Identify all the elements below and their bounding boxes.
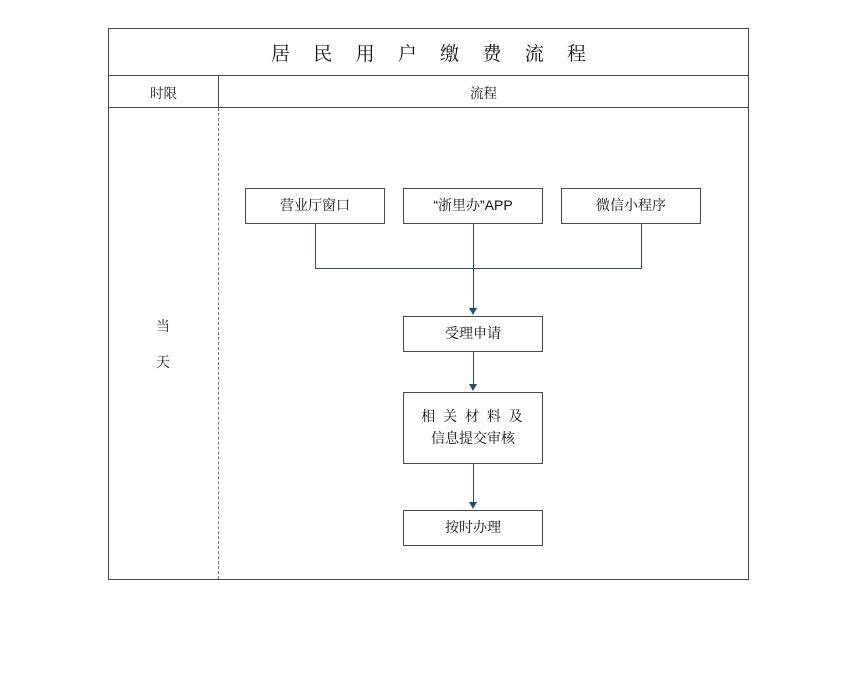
arrow-to-accept-icon <box>469 308 477 315</box>
node-submit-line2: 信息提交审核 <box>431 430 515 446</box>
node-submit-line1: 相 关 材 料 及 <box>421 408 525 425</box>
header-process: 流程 <box>470 85 497 101</box>
connector-submit-to-handle <box>473 464 474 502</box>
connector-wechat-down <box>641 224 642 269</box>
connector-bus-to-accept <box>473 268 474 308</box>
node-channel-wechat[interactable]: 微信小程序 <box>561 188 701 224</box>
flowchart-body <box>109 108 748 579</box>
node-submit-materials[interactable] <box>403 392 543 464</box>
node-channel-app[interactable]: “浙里办”APP <box>403 188 543 224</box>
connector-app-down <box>473 224 474 269</box>
flowchart-title-row <box>109 29 748 76</box>
flowchart-container <box>108 28 749 580</box>
connector-hall-down <box>315 224 316 269</box>
time-limit-column <box>109 108 219 579</box>
connector-accept-to-submit <box>473 352 474 384</box>
connector-merge-bus <box>315 268 642 269</box>
process-column <box>219 108 748 579</box>
page-title: 居 民 用 户 缴 费 流 程 <box>271 43 595 65</box>
node-handle-on-time[interactable]: 按时办理 <box>403 510 543 546</box>
flowchart-header-row <box>109 76 748 108</box>
node-channel-hall[interactable]: 营业厅窗口 <box>245 188 385 224</box>
arrow-to-submit-icon <box>469 384 477 391</box>
header-time-limit: 时限 <box>109 76 219 107</box>
time-limit-value: 当天 <box>155 317 171 370</box>
node-accept-application[interactable]: 受理申请 <box>403 316 543 352</box>
arrow-to-handle-icon <box>469 502 477 509</box>
